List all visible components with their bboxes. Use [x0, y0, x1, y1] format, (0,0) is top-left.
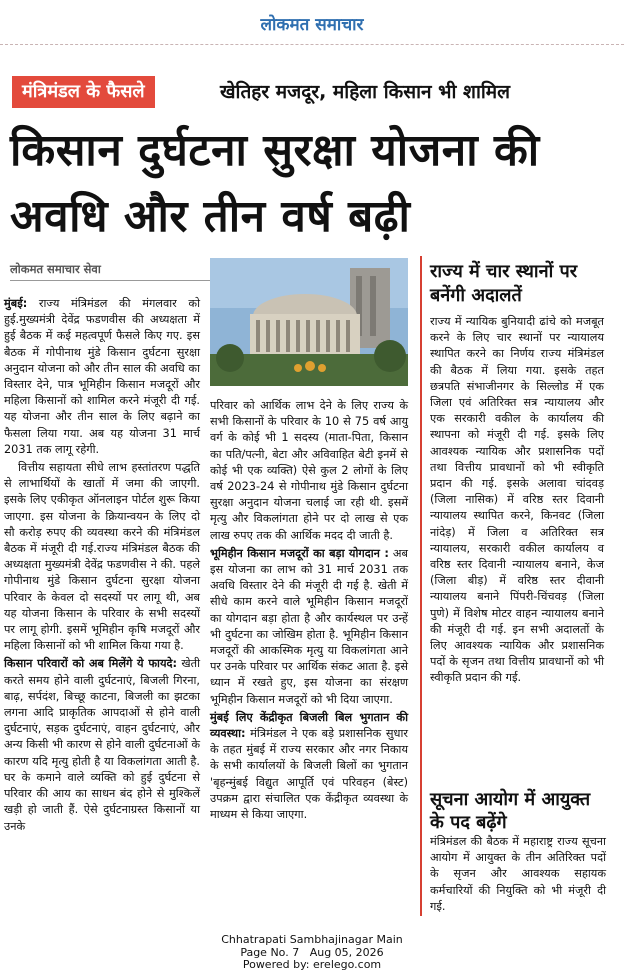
subheading: मुंबई लिए केंद्रीकृत बिजली बिल भुगतान की व्यवस्था: — [210, 710, 408, 741]
edition-name: Chhatrapati Sambhajinagar Main — [221, 933, 403, 946]
article-column-2 — [210, 398, 408, 825]
powered-by: Powered by: erelego.com — [242, 958, 382, 971]
main-headline: किसान दुर्घटना सुरक्षा योजना की अवधि और तीन वर्ष बढ़ी — [10, 125, 540, 242]
subheading: भूमिहीन किसान मजदूरों का बड़ा योगदान : — [210, 546, 389, 560]
paragraph: राज्य मंत्रिमंडल की मंगलवार को हुई.मुख्यमंत्री देवेंद्र फडणवीस की अध्यक्षता में हुई बैठक में कई महत्वपूर्ण फैसले किए गए. इस बैठक में गोपीनाथ मुंडे किसान दुर्घटना सुरक्षा अनुदान योजना को और तीन साल की अवधि का विस्तार देने, पात्र भूमिहीन किसान मजदूरों और महिला किसानों को शामिल करने मंजूरी दी गई. यह योजना और तीन साल के लिए बढ़ाने का फैसला लिया गया. अब यह योजना 31 मार्च 2031 तक लागू रहेगी. — [4, 297, 200, 456]
sidebar-headline-courts: राज्य में चार स्थानों पर बनेंगी अदालतें — [430, 261, 578, 306]
paragraph: वित्तीय सहायता सीधे लाभ हस्तांतरण पद्धति से लाभार्थियों के खातों में जमा की जाएगी. इसके लिए एकीकृत ऑनलाइन पोर्टल शुरू किया जाएगा. इस योजना के क्रियान्वयन के लिए दो सौ करोड़ रुपए की व्यवस्था करने की मंत्रिमंडल बैठक में मंजूरी दी गई.राज्य मंत्रिमंडल बैठक की अध्यक्षता मुख्यमंत्री देवेंद्र फडणवीस ने की. पहले गोपीनाथ मुंडे किसान दुर्घटना सुरक्षा योजना परिवार के केवल दो सदस्यों पर लागू थी, अब यह योजना किसान के परिवार के सभी सदस्यों पर लागू होगी. इसमें भूमिहीन कृषि मजदूरों और महिला किसानों को भी शामिल किया गया है. — [4, 461, 200, 653]
paragraph: अब इस योजना का लाभ को 31 मार्च 2031 तक अवधि विस्तार देने की मंजूरी दी गई है. खेती में सीधे काम करने वाले भूमिहीन किसान मजदूरों का योगदान बड़ा होता है और कार्यस्थल पर उन्हें भी दुर्घटना का जोखिम होता है. भूमिहीन किसान मजदूरों की आकस्मिक मृत्यु या विकलांगता आने पर उनके परिवार पर आर्थिक संकट आता है. इसे ध्यान में रखते हुए, इस योजना का संरक्षण भूमिहीन किसान मजदूरों को भी दिया जाएगा. — [210, 546, 408, 706]
byline: लोकमत समाचार सेवा — [10, 262, 210, 281]
sidebar-column-2 — [430, 834, 606, 917]
article-column-1 — [4, 296, 200, 837]
newspaper-logo: लोकमत समाचार — [260, 15, 364, 35]
paragraph: परिवार को आर्थिक लाभ देने के लिए राज्य के सभी किसानों के परिवार के 10 से 75 वर्ष आयु वर्ग के कोई भी 1 सदस्य (माता-पिता, किसान का पति/पत्नी, बेटा और अविवाहित बेटी इनमें से कोई भी एक व्यक्ति) ऐसे कुल 2 लोगों के लिए वर्ष 2023-24 से गोपीनाथ मुंडे किसान दुर्घटना सुरक्षा अनुदान योजना चलाई जा रही थी. इसमें मृत्यु और विकलांगता होने पर दो लाख से एक लाख रुपए तक की आर्थिक मदद दी जाती है. — [210, 399, 408, 542]
paragraph: खेती करते समय होने वाली दुर्घटनाएं, बिजली गिरना, बाढ़, सर्पदंश, बिच्छू काटना, बिजली का झटका लगना आदि प्राकृतिक आपदाओं से होने वाली दुर्घटनाएं, सड़क दुर्घटनाएं, वाहन दुर्घटनाएं, और अन्य किसी भी कारण से होने वाली दुर्घटनाओं के कारण यदि मृत्यु होती है या विकलांगता आती है. घर के कमाने वाले व्यक्ति को हुई दुर्घटना से परिवार की आय का साधन बंद होने से मुश्किलें खड़ी हो जाती हैं. ऐसे दुर्घटनाग्रस्त किसानों या उनके — [4, 657, 201, 833]
paragraph: राज्य में न्यायिक बुनियादी ढांचे को मजबूत करने के लिए चार स्थानों पर न्यायालय स्थापित करने का निर्णय राज्य मंत्रिमंडल की बैठक में लिया गया. इसके तहत छत्रपति संभाजीनगर के सिल्लोड में एक जिला एवं अतिरिक्त सत्र न्यायालय और एक सरकारी वकील के कार्यालय की स्थापना को मंजूरी दी गई. इसके लिए आवश्यक न्यायिक और प्रशासनिक पदों तथा वित्तीय प्रावधानों को भी स्वीकृति प्रदान की गई. इसके अलावा चांदवड़ (जिला नासिक) में वरिष्ठ स्तर दिवानी न्यायालय स्थापित करने, किनवट (जिला नांदेड़) में जिला व अतिरिक्त सत्र न्यायालय, सरकारी वकील कार्यालय व वरिष्ठ स्तर दिवानी न्यायालय बनाने, केज (जिला बीड़) में वरिष्ठ स्तर दीवानी न्यायालय बनाने पिंपरी-चिंचवड़ (जिला पुणे) में विशेष मोटर वाहन न्यायालय बनाने की मंजूरी दी गई. इन सभी अदालतों के लिए आवश्यक न्यायिक और प्रशासनिक पदों के सृजन तथा वित्तीय प्रावधानों को भी स्वीकृति प्रदान की गई. — [430, 315, 604, 685]
subheading: किसान परिवारों को अब मिलेंगे ये फायदे: — [4, 657, 178, 671]
paragraph: मंत्रिमंडल ने एक बड़े प्रशासनिक सुधार के तहत मुंबई में राज्य सरकार और नगर निकाय के सभी कार्यालयों के बिजली बिलों का भुगतान 'बृहन्मुंबई विद्युत आपूर्ति एवं परिवहन (बेस्ट) उपक्रम द्वारा संचालित एक केंद्रीकृत व्यवस्था के माध्यम से किया जाएगा. — [210, 727, 408, 822]
kicker-subheadline: खेतिहर मजदूर, महिला किसान भी शामिल — [220, 81, 511, 103]
masthead — [0, 0, 624, 48]
building-photo-illustration — [210, 258, 408, 386]
page-number: Page No. 7 — [240, 945, 300, 959]
page-footer — [0, 934, 624, 972]
dateline: मुंबई: — [4, 297, 28, 310]
paragraph: मंत्रिमंडल की बैठक में महाराष्ट्र राज्य सूचना आयोग में आयुक्त के तीन अतिरिक्त पदों के सृजन और आवश्यक सहायक कर्मचारियों की नियुक्ति को भी मंजूरी दी गई. — [430, 835, 606, 913]
section-kicker: मंत्रिमंडल के फैसले — [12, 76, 155, 108]
sidebar-column — [430, 314, 604, 689]
sidebar-headline-info-commission: सूचना आयोग में आयुक्त के पद बढ़ेंगे — [430, 789, 591, 833]
masthead-divider — [0, 44, 624, 45]
edition-date: Aug 05, 2026 — [309, 945, 384, 959]
